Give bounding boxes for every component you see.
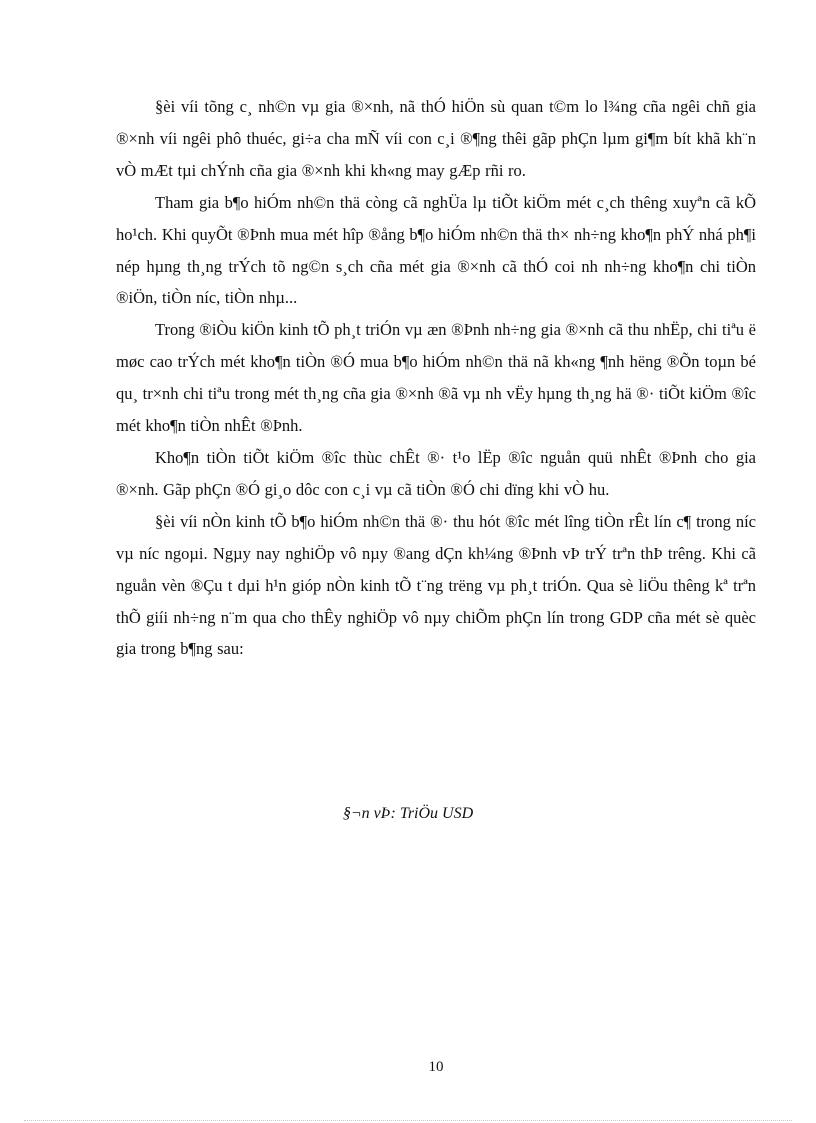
page-number: 10 — [428, 1059, 444, 1075]
paragraph-3: Trong ®iÒu kiÖn kinh tÕ ph¸t triÓn vµ æn ®Þnh nh÷ng gia ®×nh cã thu nhËp, chi tiªu ë møc cao trÝch mét kho¶n tiÒn ®Ó mua b¶o hiÓm nh©n thä nã kh«ng ¶nh hëng ®Õn toµn bé qu¸ tr×nh chi tiªu trong mét th¸ng cña gia ®×nh ®ã vµ nh vËy hµng th¸ng hä ®· tiÕt kiÖm ®îc mét kho¶n tiÒn nhÊt ®Þnh. — [116, 320, 756, 436]
page-bottom-divider — [24, 1120, 792, 1121]
paragraph-5: §èi víi nÒn kinh tÕ b¶o hiÓm nh©n thä ®· thu hót ®îc mét lîng tiÒn rÊt lín c¶ trong níc vµ níc ngoµi. Ngµy nay nghiÖp vô nµy ®ang dÇn kh¼ng ®Þnh vÞ trÝ trªn thÞ trêng. Khi cã nguån vèn ®Çu t dµi h¹n gióp nÒn kinh tÕ t¨ng trëng vµ ph¸t triÓn. Qua sè liÖu thêng kª trªn thÕ giíi nh÷ng n¨m qua cho thÊy nghiÖp vô nµy chiÕm phÇn lín trong GDP cña mét sè quèc gia trong b¶ng sau: — [116, 511, 756, 659]
paragraph-2: Tham gia b¶o hiÓm nh©n thä còng cã nghÜa lµ tiÕt kiÖm mét c¸ch thêng xuyªn cã kÕ ho¹ch. Khi quyÕt ®Þnh mua mét hîp ®ång b¶o hiÓm nh©n thä th× nh÷ng kho¶n phÝ nhá ph¶i nép hµng th¸ng trÝch tõ ng©n s¸ch cña mét gia ®×nh cã thÓ coi nh nh÷ng kho¶n chi tiÒn ®iÖn, tiÒn níc, tiÒn nhµ... — [116, 192, 756, 308]
paragraph-1: §èi víi tõng c¸ nh©n vµ gia ®×nh, nã thÓ hiÖn sù quan t©m lo l¾ng cña ngêi chñ gia ®×nh víi ngêi phô thuéc, gi÷a cha mÑ víi con c¸i ®¶ng thêi gãp phÇn lµm gi¶m bít khã kh¨n vÒ mÆt tµi chÝnh cña gia ®×nh khi kh«ng may gÆp rñi ro. — [116, 97, 756, 180]
table-unit-caption: §¬n vÞ: TriÖu USD — [342, 805, 474, 822]
body-text — [116, 91, 756, 665]
paragraph-4: Kho¶n tiÒn tiÕt kiÖm ®îc thùc chÊt ®· t¹o lËp ®îc nguån quü nhÊt ®Þnh cho gia ®×nh. Gãp phÇn ®Ó gi¸o dôc con c¸i vµ cã tiÒn ®Ó chi dïng khi vÒ hu. — [116, 447, 756, 499]
